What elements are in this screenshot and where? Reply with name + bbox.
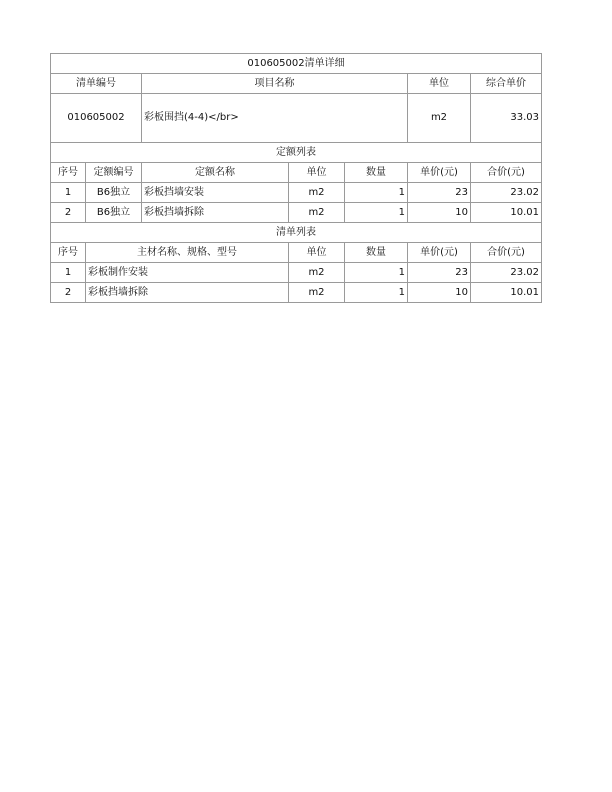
material-section-title: 清单列表 <box>51 223 542 243</box>
quota-name: 彩板挡墙安装 <box>142 183 289 203</box>
material-name: 彩板制作安装 <box>86 263 289 283</box>
bill-name-header: 项目名称 <box>142 74 408 94</box>
material-section-row <box>51 223 542 243</box>
quota-name-header: 定额名称 <box>142 163 289 183</box>
bill-composite-price: 33.03 <box>471 94 542 143</box>
bill-detail-table <box>50 53 542 303</box>
quota-seq-header: 序号 <box>51 163 86 183</box>
quota-section-title: 定额列表 <box>51 143 542 163</box>
quota-section-row <box>51 143 542 163</box>
material-unit-price: 10 <box>408 283 471 303</box>
quota-code: B6独立 <box>86 203 142 223</box>
material-seq: 2 <box>51 283 86 303</box>
title-row <box>51 54 542 74</box>
table-row <box>51 183 542 203</box>
bill-name: 彩板围挡(4-4)</br> <box>142 94 408 143</box>
quota-unit: m2 <box>289 183 345 203</box>
quota-unit: m2 <box>289 203 345 223</box>
material-name-header: 主材名称、规格、型号 <box>86 243 289 263</box>
material-unit-price: 23 <box>408 263 471 283</box>
material-unit: m2 <box>289 283 345 303</box>
quota-total: 10.01 <box>471 203 542 223</box>
material-qty: 1 <box>345 283 408 303</box>
quota-total: 23.02 <box>471 183 542 203</box>
bill-row <box>51 94 542 143</box>
quota-total-header: 合价(元) <box>471 163 542 183</box>
quota-code-header: 定额编号 <box>86 163 142 183</box>
material-unit-header: 单位 <box>289 243 345 263</box>
quota-unit-price-header: 单价(元) <box>408 163 471 183</box>
material-total: 10.01 <box>471 283 542 303</box>
material-seq: 1 <box>51 263 86 283</box>
page-title: 010605002清单详细 <box>51 54 542 74</box>
bill-code-header: 清单编号 <box>51 74 142 94</box>
bill-unit-header: 单位 <box>408 74 471 94</box>
material-header-row <box>51 243 542 263</box>
quota-header-row <box>51 163 542 183</box>
quota-unit-header: 单位 <box>289 163 345 183</box>
material-seq-header: 序号 <box>51 243 86 263</box>
quota-qty: 1 <box>345 203 408 223</box>
bill-unit: m2 <box>408 94 471 143</box>
quota-seq: 1 <box>51 183 86 203</box>
material-unit-price-header: 单价(元) <box>408 243 471 263</box>
quota-seq: 2 <box>51 203 86 223</box>
material-total-header: 合价(元) <box>471 243 542 263</box>
material-qty-header: 数量 <box>345 243 408 263</box>
bill-price-header: 综合单价 <box>471 74 542 94</box>
quota-code: B6独立 <box>86 183 142 203</box>
material-total: 23.02 <box>471 263 542 283</box>
quota-unit-price: 23 <box>408 183 471 203</box>
material-name: 彩板挡墙拆除 <box>86 283 289 303</box>
quota-qty-header: 数量 <box>345 163 408 183</box>
quota-qty: 1 <box>345 183 408 203</box>
material-qty: 1 <box>345 263 408 283</box>
table-row <box>51 263 542 283</box>
table-row <box>51 203 542 223</box>
material-unit: m2 <box>289 263 345 283</box>
quota-unit-price: 10 <box>408 203 471 223</box>
bill-header-row <box>51 74 542 94</box>
quota-name: 彩板挡墙拆除 <box>142 203 289 223</box>
bill-code: 010605002 <box>51 94 142 143</box>
table-row <box>51 283 542 303</box>
